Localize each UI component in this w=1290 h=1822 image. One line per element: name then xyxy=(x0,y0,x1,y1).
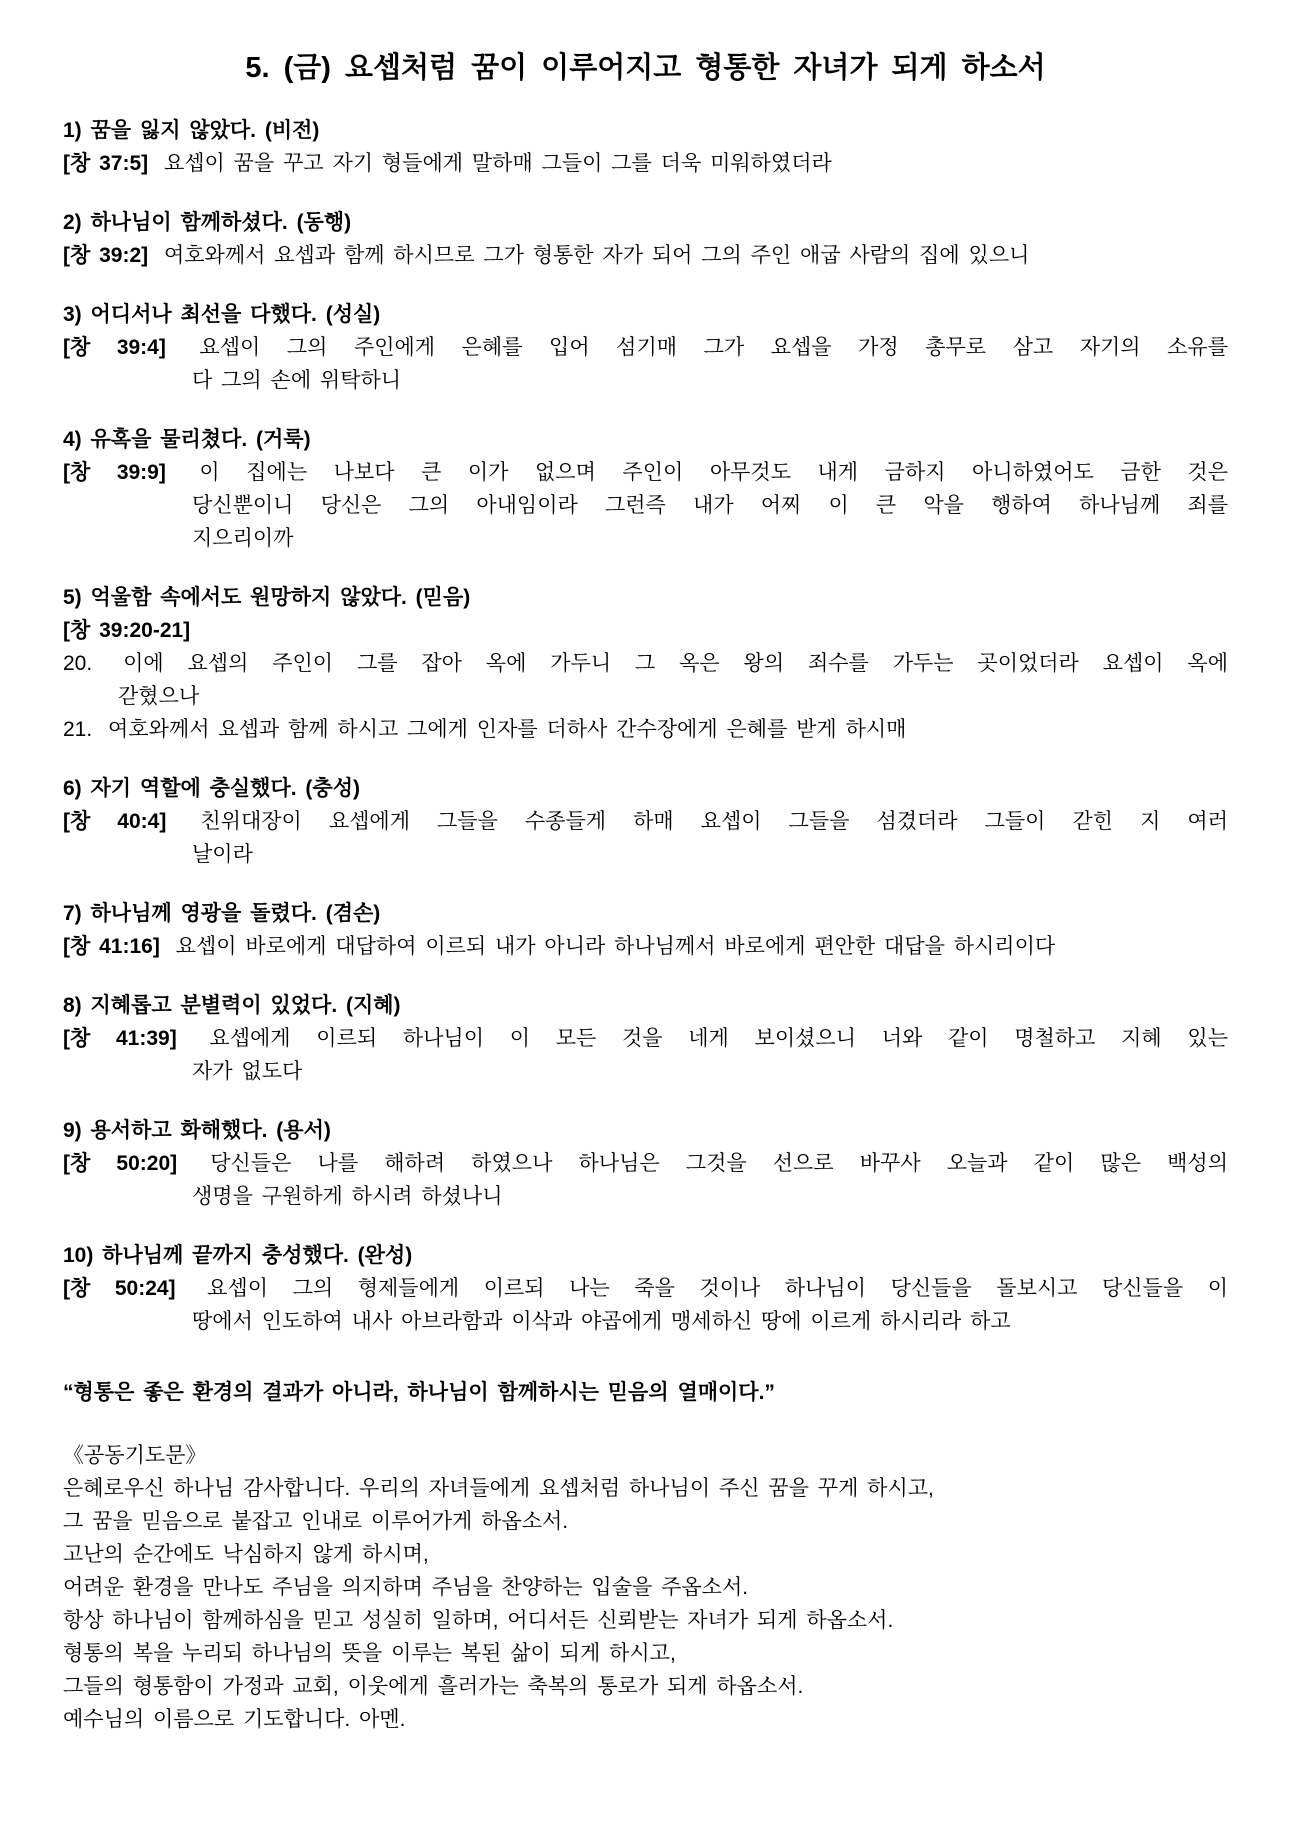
scripture-section xyxy=(63,897,1228,963)
verse-reference: [창 50:20] xyxy=(63,1152,178,1175)
verse-text: 친위대장이 요셉에게 그들을 수종들게 하매 요셉이 그들을 섬겼더라 그들이 갇힌 지 여러 xyxy=(200,810,1228,833)
communal-prayer xyxy=(63,1439,1228,1736)
prayer-line: 예수님의 이름으로 기도합니다. 아멘. xyxy=(63,1708,406,1731)
verse-paragraph xyxy=(63,805,1228,871)
prayer-lines xyxy=(63,1472,1228,1736)
verse-paragraph xyxy=(63,331,1228,397)
section-heading: 9) 용서하고 화해했다. (용서) xyxy=(63,1119,331,1142)
scripture-section xyxy=(63,114,1228,180)
verse-first-line xyxy=(63,713,1228,746)
verse-text: 요셉이 그의 형제들에게 이르되 나는 죽을 것이나 하나님이 당신들을 돌보시고 당신들을 이 xyxy=(207,1277,1228,1300)
verse-reference: [창 39:20-21] xyxy=(63,619,191,642)
verse-first-line xyxy=(63,1272,1228,1305)
verse-paragraph xyxy=(63,1147,1228,1213)
verse-text: 여호와께서 요셉과 함께 하시므로 그가 형통한 자가 되어 그의 주인 애굽 사람의 집에 있으니 xyxy=(163,244,1030,267)
verse-cont-line: 자가 없도다 xyxy=(192,1060,303,1083)
prayer-line: 어려운 환경을 만나도 주님을 의지하며 주님을 찬양하는 입술을 주옵소서. xyxy=(63,1576,749,1599)
scripture-section xyxy=(63,1114,1228,1213)
verse-first-line xyxy=(63,331,1228,364)
verse-first-line xyxy=(63,456,1228,489)
verse-paragraph xyxy=(63,647,1228,713)
verse-text: 요셉에게 이르되 하나님이 이 모든 것을 네게 보이셨으니 너와 같이 명철하고 지혜 있는 xyxy=(209,1027,1228,1050)
verse-number: 21. xyxy=(63,718,93,741)
verse-paragraph xyxy=(63,930,1228,963)
prayer-line: 그 꿈을 믿음으로 붙잡고 인내로 이루어가게 하옵소서. xyxy=(63,1510,569,1533)
verse-paragraph xyxy=(63,147,1228,180)
document-title: 5. (금) 요셉처럼 꿈이 이루어지고 형통한 자녀가 되게 하소서 xyxy=(245,52,1046,84)
prayer-line: 그들의 형통함이 가정과 교회, 이웃에게 흘러가는 축복의 통로가 되게 하옵소서. xyxy=(63,1675,804,1698)
verse-text: 이에 요셉의 주인이 그를 잡아 옥에 가두니 그 옥은 왕의 죄수를 가두는 곳이었더라 요셉이 옥에 xyxy=(123,652,1228,675)
sections-container xyxy=(63,114,1228,1338)
verse-reference: [창 39:9] xyxy=(63,461,166,484)
verse-paragraph xyxy=(63,1272,1228,1338)
verse-first-line xyxy=(63,1022,1228,1055)
section-heading: 5) 억울함 속에서도 원망하지 않았다. (믿음) xyxy=(63,586,471,609)
section-heading: 1) 꿈을 잃지 않았다. (비전) xyxy=(63,119,320,142)
verse-paragraph xyxy=(63,713,1228,746)
verse-cont-line: 생명을 구원하게 하시려 하셨나니 xyxy=(192,1185,503,1208)
verse-reference: [창 39:2] xyxy=(63,244,149,267)
scripture-section xyxy=(63,298,1228,397)
verse-reference: [창 41:16] xyxy=(63,935,160,958)
verse-first-line xyxy=(63,147,1228,180)
verse-first-line xyxy=(63,647,1228,680)
verse-first-line xyxy=(63,805,1228,838)
prayer-line: 은혜로우신 하나님 감사합니다. 우리의 자녀들에게 요셉처럼 하나님이 주신 꿈을 꾸게 하시고, xyxy=(63,1477,934,1500)
prayer-line: 항상 하나님이 함께하심을 믿고 성실히 일하며, 어디서든 신뢰받는 자녀가 되게 하옵소서. xyxy=(63,1609,894,1632)
verse-cont-line: 다 그의 손에 위탁하니 xyxy=(192,369,402,392)
scripture-section xyxy=(63,581,1228,746)
verse-reference: [창 40:4] xyxy=(63,810,167,833)
prayer-line: 고난의 순간에도 낙심하지 않게 하시며, xyxy=(63,1543,429,1566)
verse-reference: [창 39:4] xyxy=(63,336,166,359)
verse-cont-line: 날이라 xyxy=(192,843,253,866)
verse-cont-line: 당신뿐이니 당신은 그의 아내임이라 그런즉 내가 어찌 이 큰 악을 행하여 하나님께 죄를 xyxy=(192,494,1228,517)
verse-first-line xyxy=(63,239,1228,272)
verse-number: 20. xyxy=(63,652,93,675)
verse-text: 당신들은 나를 해하려 하였으나 하나님은 그것을 선으로 바꾸사 오늘과 같이 많은 백성의 xyxy=(210,1152,1228,1175)
verse-text: 이 집에는 나보다 큰 이가 없으며 주인이 아무것도 내게 금하지 아니하였어도 금한 것은 xyxy=(199,461,1229,484)
verse-paragraph xyxy=(63,239,1228,272)
prayer-line: 형통의 복을 누리되 하나님의 뜻을 이루는 복된 삶이 되게 하시고, xyxy=(63,1642,676,1665)
scripture-section xyxy=(63,772,1228,871)
verse-first-line xyxy=(63,930,1228,963)
section-heading: 3) 어디서나 최선을 다했다. (성실) xyxy=(63,303,381,326)
verse-paragraph xyxy=(63,456,1228,555)
scripture-section xyxy=(63,206,1228,272)
section-heading: 6) 자기 역할에 충실했다. (충성) xyxy=(63,777,360,800)
verse-text: 요셉이 그의 주인에게 은혜를 입어 섬기매 그가 요셉을 가정 총무로 삼고 자기의 소유를 xyxy=(199,336,1229,359)
verse-text: 요셉이 바로에게 대답하여 이르되 내가 아니라 하나님께서 바로에게 편안한 대답을 하시리이다 xyxy=(175,935,1056,958)
verse-cont-line: 갇혔으나 xyxy=(118,685,200,708)
closing-quote: “형통은 좋은 환경의 결과가 아니라, 하나님이 함께하시는 믿음의 열매이다.” xyxy=(63,1381,775,1404)
verse-text: 여호와께서 요셉과 함께 하시고 그에게 인자를 더하사 간수장에게 은혜를 받게 하시매 xyxy=(108,718,907,741)
scripture-section xyxy=(63,1239,1228,1338)
prayer-title: 《공동기도문》 xyxy=(63,1444,207,1467)
verse-reference: [창 37:5] xyxy=(63,152,149,175)
verse-reference: [창 41:39] xyxy=(63,1027,177,1050)
verse-cont-line: 지으리이까 xyxy=(192,527,294,550)
section-heading: 7) 하나님께 영광을 돌렸다. (겸손) xyxy=(63,902,381,925)
verse-first-line xyxy=(63,1147,1228,1180)
verse-text: 요셉이 꿈을 꾸고 자기 형들에게 말하매 그들이 그를 더욱 미워하였더라 xyxy=(163,152,832,175)
scripture-section xyxy=(63,989,1228,1088)
section-heading: 8) 지혜롭고 분별력이 있었다. (지혜) xyxy=(63,994,401,1017)
section-heading: 10) 하나님께 끝까지 충성했다. (완성) xyxy=(63,1244,413,1267)
section-heading: 4) 유혹을 물리쳤다. (거룩) xyxy=(63,428,311,451)
verse-paragraph xyxy=(63,1022,1228,1088)
verse-cont-line: 땅에서 인도하여 내사 아브라함과 이삭과 야곱에게 맹세하신 땅에 이르게 하시리라 하고 xyxy=(192,1310,1011,1333)
verse-reference-line xyxy=(63,614,1228,647)
scripture-section xyxy=(63,423,1228,555)
section-heading: 2) 하나님이 함께하셨다. (동행) xyxy=(63,211,352,234)
verse-reference: [창 50:24] xyxy=(63,1277,176,1300)
